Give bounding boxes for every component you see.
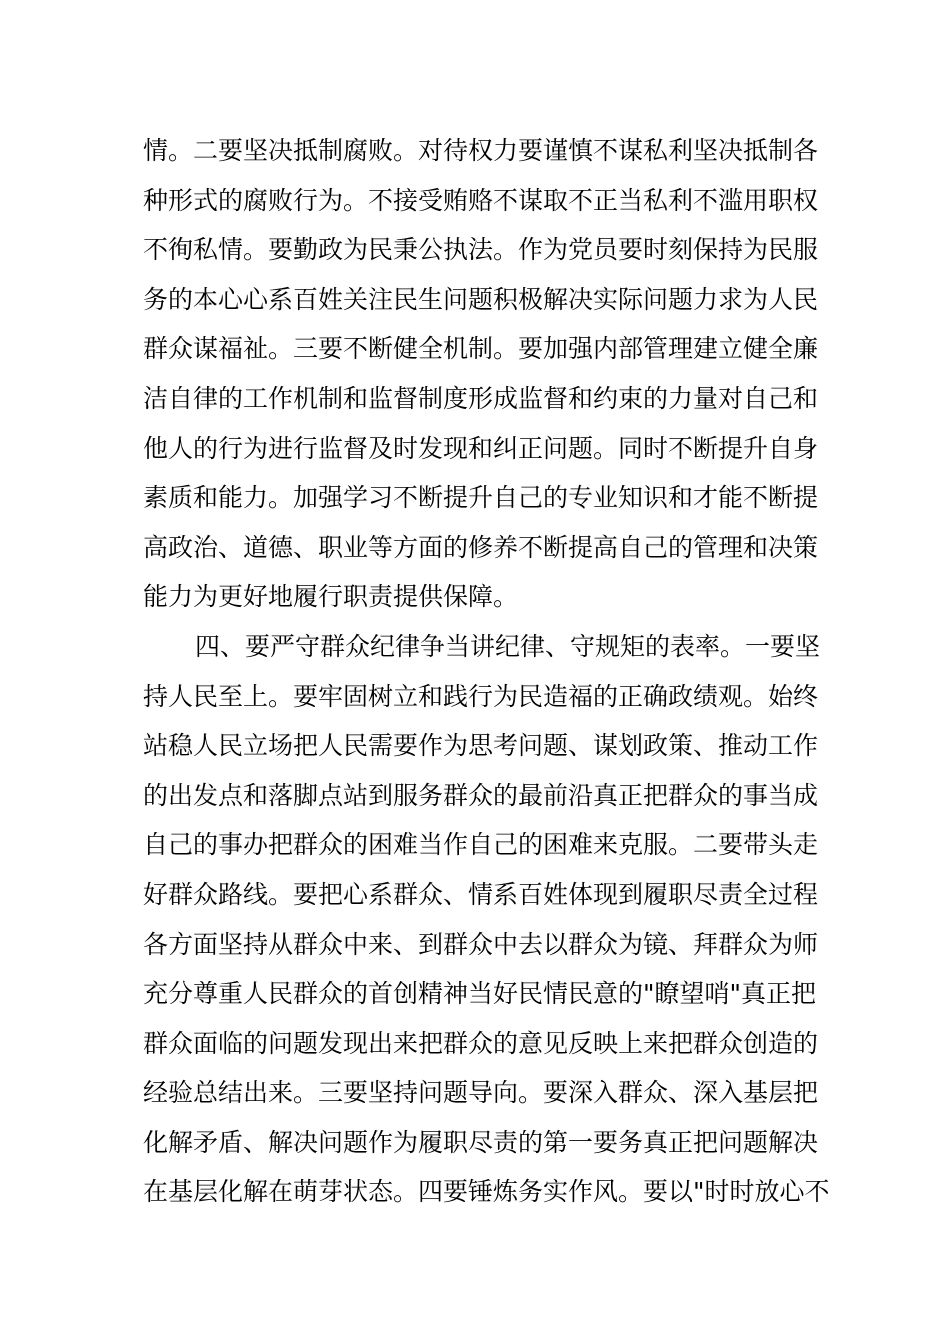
text-line-9: 高政治、道德、职业等方面的修养不断提高自己的管理和决策 xyxy=(143,532,819,562)
text-line-1: 情。二要坚决抵制腐败。对待权力要谨慎不谋私利坚决抵制各 xyxy=(143,136,819,165)
text-line-18: 充分尊重人民群众的首创精神当好民情民意的"瞭望哨"真正把 xyxy=(143,979,817,1009)
text-line-12: 持人民至上。要牢固树立和践行为民造福的正确政绩观。始终 xyxy=(143,681,819,711)
text-line-15: 自己的事办把群众的困难当作自己的困难来克服。二要带头走 xyxy=(143,830,819,860)
body-text xyxy=(143,126,830,1217)
text-line-4: 务的本心心系百姓关注民生问题积极解决实际问题力求为人民 xyxy=(143,284,819,314)
text-line-14: 的出发点和落脚点站到服务群众的最前沿真正把群众的事当成 xyxy=(143,780,819,810)
text-line-3: 不徇私情。要勤政为民秉公执法。作为党员要时刻保持为民服 xyxy=(143,235,819,265)
text-line-21: 化解矛盾、解决问题作为履职尽责的第一要务真正把问题解决 xyxy=(143,1127,819,1157)
text-line-19: 群众面临的问题发现出来把群众的意见反映上来把群众创造的 xyxy=(143,1028,819,1058)
text-line-10: 能力为更好地履行职责提供保障。 xyxy=(143,582,519,612)
text-line-11: 四、要严守群众纪律争当讲纪律、守规矩的表率。一要坚 xyxy=(195,631,821,661)
text-line-22: 在基层化解在萌芽状态。四要锤炼务实作风。要以"时时放心不 xyxy=(143,1177,830,1207)
text-line-6: 洁自律的工作机制和监督制度形成监督和约束的力量对自己和 xyxy=(143,383,819,413)
text-line-16: 好群众路线。要把心系群众、情系百姓体现到履职尽责全过程 xyxy=(143,879,819,909)
text-line-5: 群众谋福祉。三要不断健全机制。要加强内部管理建立健全廉 xyxy=(143,334,819,364)
text-line-2: 种形式的腐败行为。不接受贿赂不谋取不正当私利不滥用职权 xyxy=(143,185,819,215)
text-line-20: 经验总结出来。三要坚持问题导向。要深入群众、深入基层把 xyxy=(143,1078,819,1108)
text-line-8: 素质和能力。加强学习不断提升自己的专业知识和才能不断提 xyxy=(143,483,819,513)
text-line-7: 他人的行为进行监督及时发现和纠正问题。同时不断提升自身 xyxy=(143,433,819,463)
text-line-13: 站稳人民立场把人民需要作为思考问题、谋划政策、推动工作 xyxy=(143,731,819,761)
text-line-17: 各方面坚持从群众中来、到群众中去以群众为镜、拜群众为师 xyxy=(143,929,819,959)
